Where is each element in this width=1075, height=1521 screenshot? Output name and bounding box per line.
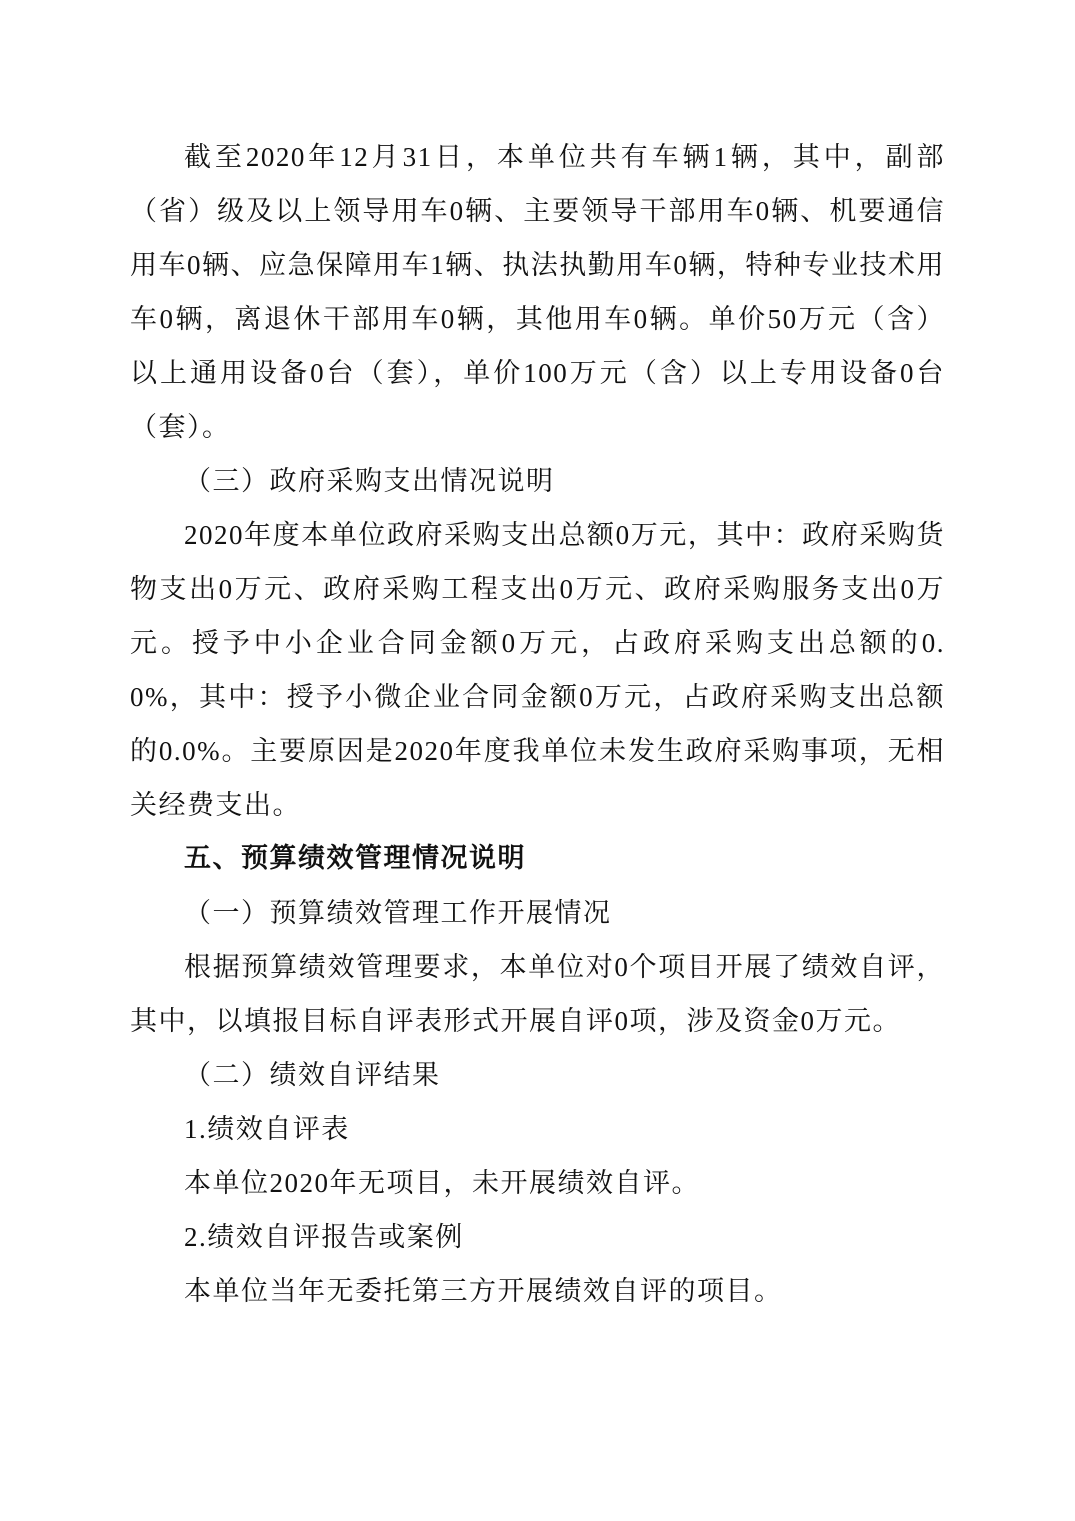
vehicles-paragraph: 截至2020年12月31日，本单位共有车辆1辆，其中，副部（省）级及以上领导用车0辆、主要领导干部用车0辆、机要通信用车0辆、应急保障用车1辆、执法执勤用车0辆，特种专业技术用车0辆，离退休干部用车0辆，其他用车0辆。单价50万元（含）以上通用设备0台（套），单价100万元（含）以上专用设备0台（套）。 <box>130 142 945 442</box>
document-page <box>130 130 945 1318</box>
results-heading: （二）绩效自评结果 <box>184 1060 441 1090</box>
procurement-heading: （三）政府采购支出情况说明 <box>184 466 555 496</box>
report-text: 本单位当年无委托第三方开展绩效自评的项目。 <box>184 1276 783 1306</box>
report-heading: 2.绩效自评报告或案例 <box>184 1222 464 1252</box>
table-heading: 1.绩效自评表 <box>184 1114 350 1144</box>
work-paragraph: 根据预算绩效管理要求，本单位对0个项目开展了绩效自评，其中，以填报目标自评表形式开展自评0项，涉及资金0万元。 <box>130 952 945 1036</box>
procurement-paragraph: 2020年度本单位政府采购支出总额0万元，其中：政府采购货物支出0万元、政府采购工程支出0万元、政府采购服务支出0万元。授予中小企业合同金额0万元，占政府采购支出总额的0.0%，其中：授予小微企业合同金额0万元，占政府采购支出总额的0.0%。主要原因是2020年度我单位未发生政府采购事项，无相关经费支出。 <box>130 520 945 820</box>
table-text: 本单位2020年无项目，未开展绩效自评。 <box>184 1168 700 1198</box>
section5-heading: 五、预算绩效管理情况说明 <box>184 843 526 874</box>
work-heading: （一）预算绩效管理工作开展情况 <box>184 898 612 928</box>
